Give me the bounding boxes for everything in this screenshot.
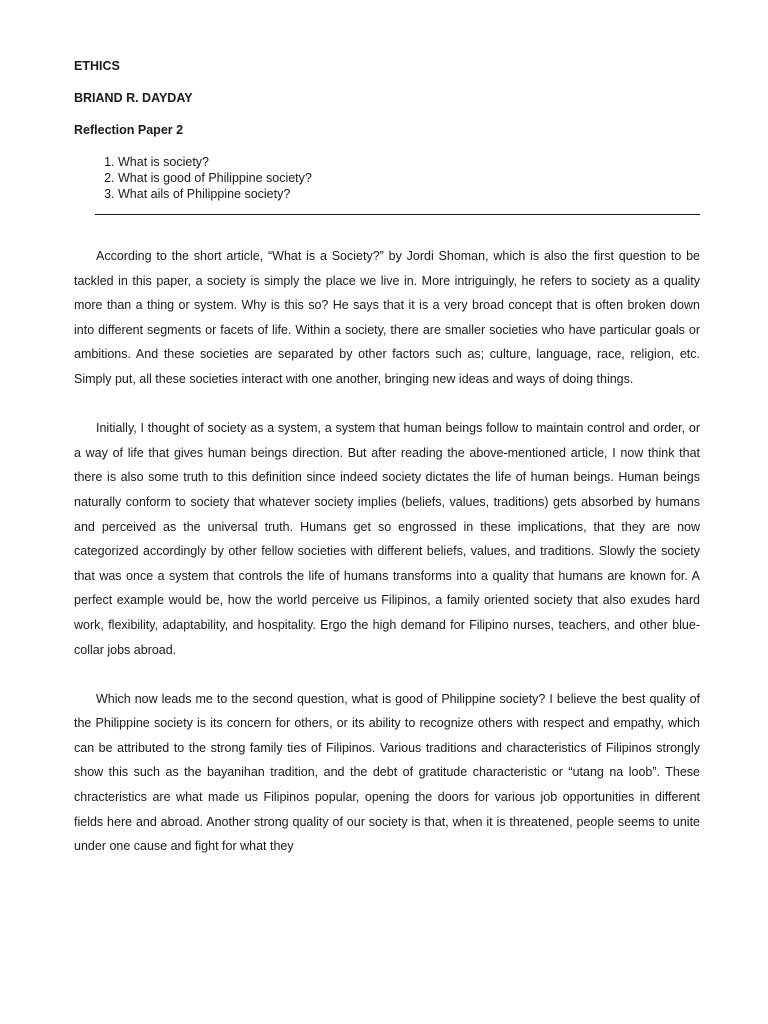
paragraph: Which now leads me to the second question, what is good of Philippine society? I believe the best quality of the Philippine society is its concern for others, or its ability to recognize others with respect and empathy, which can be attributed to the strong family ties of Filipinos. Various traditions and characteristics of Filipinos strongly show this such as the bayanihan tradition, and the debt of gratitude characteristic or “utang na loob”. These chracteristics are what made us Filipinos popular, opening the doors for various job opportunities in different fields here and abroad. Another strong quality of our society is that, when it is threatened, people seems to unite under one cause and fight for what they [74,691,700,854]
author-name: BRIAND R. DAYDAY [74,91,193,105]
question-item: 1. What is society? [118,154,700,170]
horizontal-divider [95,214,700,215]
paragraph: According to the short article, “What is a Society?” by Jordi Shoman, which is also the first question to be tackled in this paper, a society is simply the place we live in. More intriguingly, he refers to society as a quality more than a thing or system. Why is this so? He says that it is a very broad concept that is often broken down into different segments or facets of life. Within a society, there are smaller societies who have particular goals or ambitions. And these societies are separated by other factors such as; culture, language, race, religion, etc. Simply put, all these societies interact with one another, bringing new ideas and ways of doing things. [74,249,700,386]
question-list [74,154,700,202]
paper-title: Reflection Paper 2 [74,123,184,137]
document-page [74,58,700,883]
paragraph: Initially, I thought of society as a system, a system that human beings follow to maintain control and order, or a way of life that gives human beings direction. But after reading the above-mentioned article, I now think that there is also some truth to this definition since indeed society dictates the life of human beings. Human beings naturally conform to society that whatever society implies (beliefs, values, traditions) gets absorbed by humans and perceived as the universal truth. Humans get so engrossed in these implications, that they are now categorized accordingly by other fellow societies with different beliefs, values, and traditions. Slowly the society that was once a system that controls the life of humans transforms into a quality that humans are known for. A perfect example would be, how the world perceive us Filipinos, a family oriented society that also exudes hard work, flexibility, adaptability, and hospitality. Ergo the high demand for Filipino nurses, teachers, and other blue-collar jobs abroad. [74,421,700,657]
course-heading: ETHICS [74,59,120,73]
question-item: 2. What is good of Philippine society? [118,170,700,186]
body-text [74,244,700,859]
question-item: 3. What ails of Philippine society? [118,186,700,202]
